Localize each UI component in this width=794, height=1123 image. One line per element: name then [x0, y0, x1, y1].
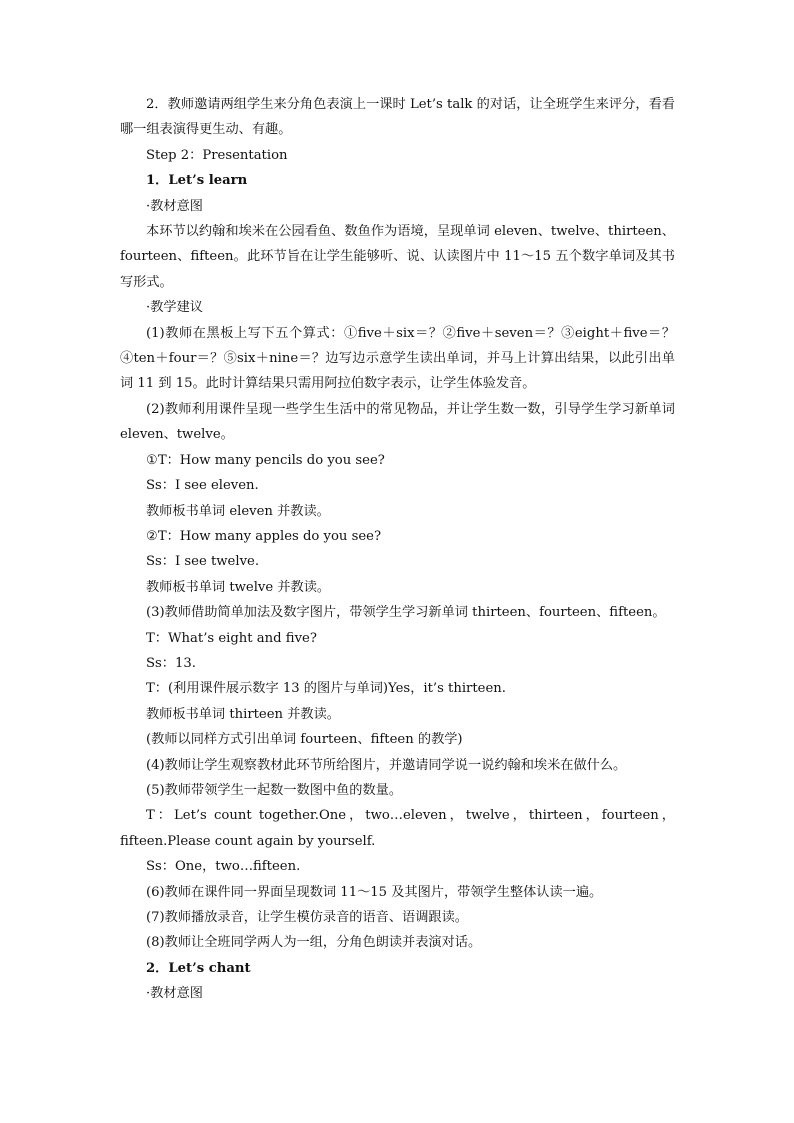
paragraph: 教师板书单词 eleven 并教读。: [146, 503, 330, 519]
paragraph: Ss：One，two…fifteen.: [146, 859, 301, 875]
paragraph: (8)教师让全班同学两人为一组，分角色朗读并表演对话。: [146, 935, 482, 951]
section-heading: 2．Let’s chant: [146, 960, 251, 976]
paragraph: (教师以同样方式引出单词 fourteen、fifteen 的教学): [146, 732, 463, 748]
paragraph: (7)教师播放录音，让学生模仿录音的语音、语调跟读。: [146, 910, 468, 925]
paragraph: (3)教师借助简单加法及数字图片，带领学生学习新单词 thirteen、fourteen、fifteen。: [146, 605, 666, 621]
paragraph: 教师板书单词 thirteen 并教读。: [146, 706, 340, 722]
section-heading: 1．Let’s learn: [146, 173, 248, 189]
subsection-label: ·教材意图: [146, 198, 203, 214]
paragraph: T：What’s eight and five?: [146, 630, 317, 646]
subsection-label: ·教学建议: [146, 300, 203, 316]
paragraph: 2．教师邀请两组学生来分角色表演上一课时 Let’s talk 的对话，让全班学生来评分，看看哪一组表演得更生动、有趣。: [120, 97, 675, 138]
paragraph: 教师板书单词 twelve 并教读。: [146, 579, 331, 595]
paragraph: (1)教师在黑板上写下五个算式：①five＋six＝？②five＋seven＝？③eight＋five＝？④ten＋four＝？⑤six＋nine＝？边写边示意学生读出单词，并马上计算出结果，以此引出单词 11 到 15。此时计算结果只需用阿拉伯数字表示，让学生体验发音。: [120, 325, 675, 392]
paragraph: (5)教师带领学生一起数一数图中鱼的数量。: [146, 782, 403, 798]
subsection-label: ·教材意图: [146, 986, 203, 1002]
paragraph: T：Let’s count together.One，two…eleven，twelve，thirteen，fourteen，fifteen.Please count again by yourself.: [120, 808, 675, 849]
paragraph: 本环节以约翰和埃米在公园看鱼、数鱼作为语境，呈现单词 eleven、twelve、thirteen、fourteen、fifteen。此环节旨在让学生能够听、说、认读图片中 11～15 五个数字单词及其书写形式。: [120, 224, 675, 290]
paragraph: Ss：13.: [146, 655, 196, 671]
paragraph: (4)教师让学生观察教材此环节所给图片，并邀请同学说一说约翰和埃米在做什么。: [146, 757, 627, 773]
paragraph: T：(利用课件展示数字 13 的图片与单词)Yes，it’s thirteen.: [146, 681, 506, 697]
paragraph: ②T：How many apples do you see?: [146, 528, 382, 544]
document-page: [120, 92, 675, 1007]
paragraph: (6)教师在课件同一界面呈现数词 11～15 及其图片，带领学生整体认读一遍。: [146, 884, 603, 900]
paragraph: Ss：I see eleven.: [146, 478, 259, 494]
paragraph: ①T：How many pencils do you see?: [146, 452, 385, 468]
paragraph: Ss：I see twelve.: [146, 554, 260, 570]
paragraph: (2)教师利用课件呈现一些学生生活中的常见物品，并让学生数一数，引导学生学习新单词 eleven、twelve。: [120, 401, 675, 443]
paragraph: Step 2：Presentation: [146, 147, 288, 163]
